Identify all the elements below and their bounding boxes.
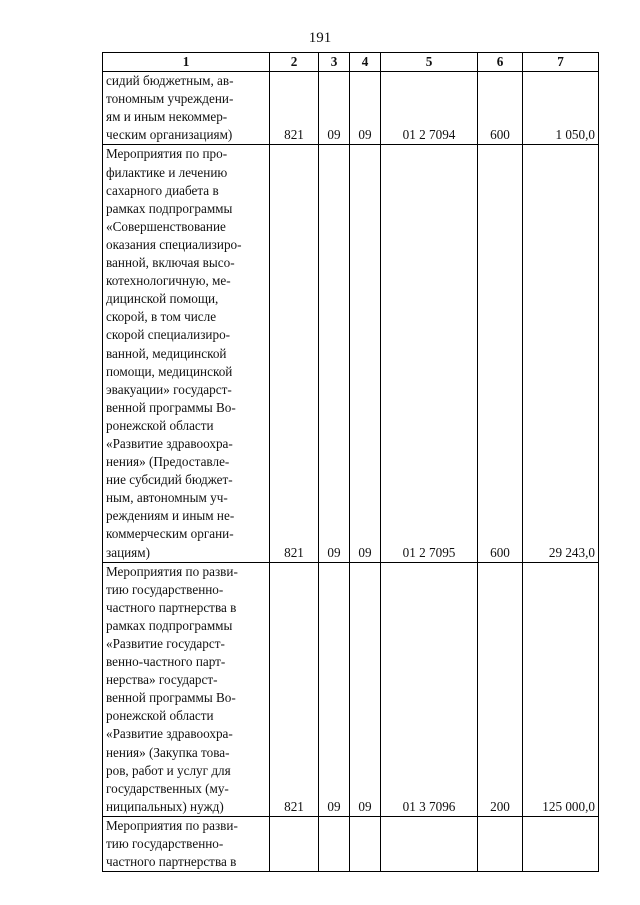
description-line: «Развитие здравоохра- (106, 726, 233, 742)
description-line: ние субсидий бюджет- (106, 472, 233, 488)
description-line: ров, работ и услуг для (106, 762, 231, 778)
description-line: «Развитие здравоохра- (106, 435, 233, 451)
row-description (103, 72, 270, 145)
description-line: скорой специализиро- (106, 327, 231, 343)
description-line: «Развитие государст- (106, 636, 225, 651)
description-line: ронежской области (106, 417, 214, 433)
row-section: 09 (319, 145, 350, 562)
row-target-article: 01 3 7096 (381, 562, 478, 816)
row-expense-type: 600 (478, 72, 523, 145)
row-subsection: 09 (350, 72, 381, 145)
row-target-article: 01 2 7094 (381, 72, 478, 145)
header-col-1: 1 (103, 53, 270, 72)
description-line: государственных (му- (106, 780, 229, 796)
row-code: 821 (270, 72, 319, 145)
description-line: дицинской помощи, (106, 291, 219, 307)
description-line: тию государственно- (106, 836, 224, 852)
row-code (270, 816, 319, 871)
description-line: скорой, в том числе (106, 309, 217, 325)
description-line: зациям) (106, 544, 150, 560)
description-line: ям и иным некоммер- (106, 109, 228, 125)
row-section: 09 (319, 72, 350, 145)
description-line: частного партнерства в (106, 599, 237, 615)
row-code: 821 (270, 145, 319, 562)
description-line: Мероприятия по разви- (106, 563, 238, 579)
description-line: ванной, медицинской (106, 345, 227, 361)
description-line: венной программы Во- (106, 690, 236, 706)
row-amount: 29 243,0 (523, 145, 599, 562)
row-expense-type: 200 (478, 562, 523, 816)
header-col-3: 3 (319, 53, 350, 72)
row-amount: 1 050,0 (523, 72, 599, 145)
description-line: рамках подпрограммы (106, 200, 233, 216)
header-col-5: 5 (381, 53, 478, 72)
row-expense-type (478, 816, 523, 871)
table-row (103, 816, 599, 871)
description-line: «Совершенствование (106, 218, 226, 234)
description-line: сахарного диабета в (106, 182, 219, 198)
header-col-7: 7 (523, 53, 599, 72)
row-amount: 125 000,0 (523, 562, 599, 816)
row-description (103, 562, 270, 816)
row-subsection: 09 (350, 562, 381, 816)
description-line: ниципальных) нужд) (106, 798, 224, 814)
description-line: ванной, включая высо- (106, 255, 235, 271)
description-line: ческим организациям) (106, 127, 233, 143)
table-row (103, 562, 599, 816)
header-col-4: 4 (350, 53, 381, 72)
row-subsection (350, 816, 381, 871)
description-line: котехнологичную, ме- (106, 273, 231, 289)
row-section: 09 (319, 562, 350, 816)
row-section (319, 816, 350, 871)
description-line: эвакуации» государст- (106, 381, 232, 397)
description-line: венной программы Во- (106, 399, 236, 415)
description-line: коммерческим органи- (106, 526, 234, 542)
description-line: сидий бюджетным, ав- (106, 73, 234, 89)
description-line: ным, автономным уч- (106, 490, 228, 506)
description-line: нения» (Закупка това- (106, 744, 230, 760)
description-line: оказания специализиро- (106, 236, 242, 252)
description-line: нерства» государст- (106, 672, 218, 688)
table-row (103, 145, 599, 562)
description-line: реждениям и иным не- (106, 508, 235, 524)
row-target-article: 01 2 7095 (381, 145, 478, 562)
description-line: ронежской области (106, 708, 214, 724)
row-code: 821 (270, 562, 319, 816)
row-subsection: 09 (350, 145, 381, 562)
description-line: помощи, медицинской (106, 363, 233, 379)
description-line: филактике и лечению (106, 164, 228, 180)
table-row (103, 72, 599, 145)
row-target-article (381, 816, 478, 871)
row-description (103, 816, 270, 871)
row-expense-type: 600 (478, 145, 523, 562)
description-line: тию государственно- (106, 581, 224, 597)
description-line: венно-частного парт- (106, 654, 226, 670)
description-line: Мероприятия по разви- (106, 817, 238, 833)
description-line: Мероприятия по про- (106, 146, 228, 162)
description-line: частного партнерства в (106, 854, 237, 870)
budget-table (102, 52, 599, 872)
table-header-row (103, 53, 599, 72)
page-number: 191 (308, 30, 332, 46)
description-line: нения» (Предоставле- (106, 454, 230, 470)
header-col-6: 6 (478, 53, 523, 72)
row-amount (523, 816, 599, 871)
header-col-2: 2 (270, 53, 319, 72)
description-line: рамках подпрограммы (106, 617, 233, 633)
row-description (103, 145, 270, 562)
description-line: тономным учреждени- (106, 91, 234, 107)
